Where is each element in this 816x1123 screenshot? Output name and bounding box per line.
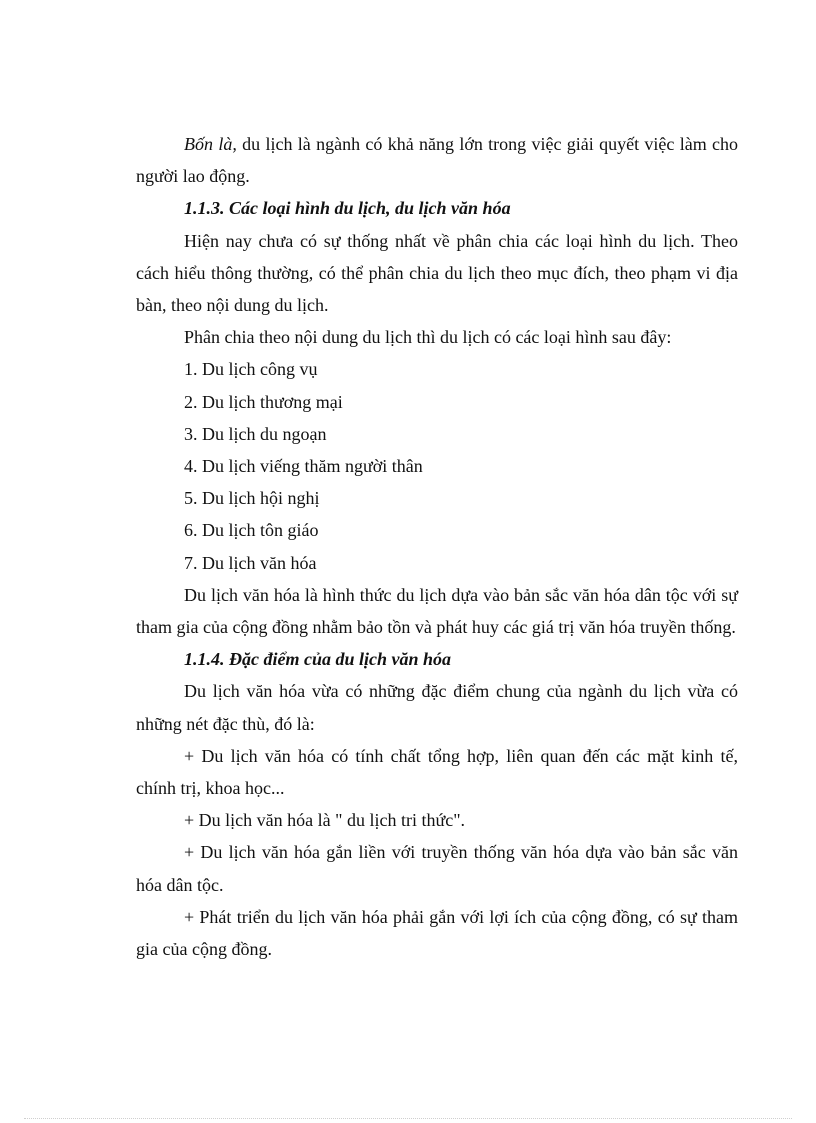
list-item-tourism-type: 6. Du lịch tôn giáo <box>184 520 319 541</box>
paragraph-reason-four <box>136 128 738 192</box>
paragraph-lead: Bốn là, <box>184 134 237 154</box>
paragraph-characteristics-intro: Du lịch văn hóa vừa có những đặc điểm chung của ngành du lịch vừa có những nét đặc thù, đó là: <box>136 681 738 734</box>
section-heading-1-1-3: 1.1.3. Các loại hình du lịch, du lịch văn hóa <box>184 198 511 219</box>
list-item-tourism-type: 1. Du lịch công vụ <box>184 359 318 380</box>
paragraph-cultural-tourism-definition: Du lịch văn hóa là hình thức du lịch dựa vào bản sắc văn hóa dân tộc với sự tham gia của cộng đồng nhằm bảo tồn và phát huy các giá trị văn hóa truyền thống. <box>136 584 738 638</box>
paragraph-body: du lịch là ngành có khả năng lớn trong việc giải quyết việc làm cho người lao động. <box>136 134 739 187</box>
list-item-tourism-type: 5. Du lịch hội nghị <box>184 488 320 509</box>
list-item-tourism-type: 7. Du lịch văn hóa <box>184 552 317 573</box>
page-bottom-divider <box>24 1118 792 1119</box>
list-item-tourism-type: 3. Du lịch du ngoạn <box>184 423 327 444</box>
bullet-item-characteristic: + Phát triển du lịch văn hóa phải gắn với lợi ích của cộng đồng, có sự tham gia của cộng đồng. <box>136 906 738 960</box>
paragraph-classification: Hiện nay chưa có sự thống nhất về phân chia các loại hình du lịch. Theo cách hiểu thông thường, có thể phân chia du lịch theo mục đích, theo phạm vi địa bàn, theo nội dung du lịch. <box>136 230 738 316</box>
bullet-item-characteristic: + Du lịch văn hóa là " du lịch tri thức". <box>184 810 466 831</box>
document-page <box>136 128 738 965</box>
bullet-item-characteristic: + Du lịch văn hóa có tính chất tổng hợp, liên quan đến các mặt kinh tế, chính trị, khoa học... <box>136 745 738 799</box>
list-item-tourism-type: 2. Du lịch thương mại <box>184 391 343 412</box>
list-item-tourism-type: 4. Du lịch viếng thăm người thân <box>184 456 423 477</box>
paragraph-content-types-intro: Phân chia theo nội dung du lịch thì du lịch có các loại hình sau đây: <box>184 327 672 348</box>
section-heading-1-1-4: 1.1.4. Đặc điểm của du lịch văn hóa <box>184 649 452 670</box>
bullet-item-characteristic: + Du lịch văn hóa gắn liền với truyền thống văn hóa dựa vào bản sắc văn hóa dân tộc. <box>136 842 738 895</box>
